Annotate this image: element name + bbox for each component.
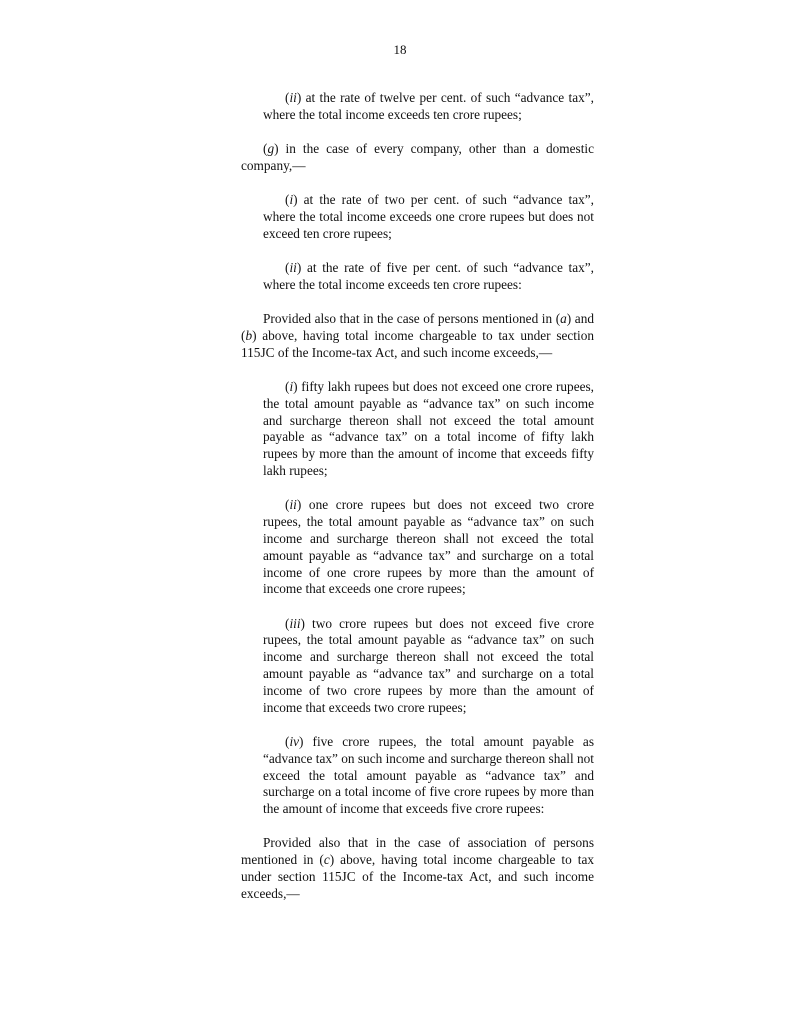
clause-text: one crore rupees but does not exceed two crore rupees, the total amount payable as “advance tax” on such income and surcharge thereon shall not exceed the total amount payable as “advance tax” and surcharge on a total income of one crore rupees by more than the amount of income that exceeds one crore rupees; — [263, 497, 594, 597]
proviso-text: Provided also that in the case of persons mentioned in ( — [263, 311, 561, 327]
clause-paragraph: (i) fifty lakh rupees but does not exceed one crore rupees, the total amount payable as “advance tax” on such income and surcharge thereon shall not exceed the total amount payable as “advance tax” on a total income of fifty lakh rupees by more than the amount of income that exceeds fifty lakh rupees; — [263, 379, 594, 479]
clause-paragraph: (iv) five crore rupees, the total amount payable as “advance tax” on such income and surcharge thereon shall not exceed the total amount payable as “advance tax” and surcharge on a total income of five crore rupees by more than the amount of income that exceeds five crore rupees: — [263, 733, 594, 817]
clause-label: ii — [289, 90, 297, 105]
clause-paragraph: (g) in the case of every company, other than a domestic company,— — [241, 141, 594, 173]
clause-paragraph: (iii) two crore rupees but does not exceed five crore rupees, the total amount payable as “advance tax” on such income and surcharge thereon shall not exceed the total amount payable as “advance tax” and surcharge on a total income of two crore rupees by more than the amount of income that exceeds two crore rupees; — [263, 615, 594, 715]
clause-text: fifty lakh rupees but does not exceed one crore rupees, the total amount payable as “advance tax” on such income and surcharge thereon shall not exceed the total amount payable as “advance tax” on a total income of fifty lakh rupees by more than the amount of income that exceeds fifty lakh rupees; — [263, 379, 594, 479]
proviso-paragraph — [241, 835, 594, 902]
clause-text: two crore rupees but does not exceed five crore rupees, the total amount payable as “advance tax” on such income and surcharge thereon shall not exceed the total amount payable as “advance tax” and surcharge on a total income of two crore rupees by more than the amount of income that exceeds two crore rupees; — [263, 615, 594, 715]
clause-text: in the case of every company, other than a domestic company,— — [241, 141, 594, 173]
page-number: 18 — [393, 42, 407, 57]
proviso-paragraph — [241, 311, 594, 361]
clause-label: ii — [289, 260, 297, 276]
clause-text: five crore rupees, the total amount payable as “advance tax” on such income and surcharge thereon shall not exceed the total amount payable as “advance tax” and surcharge on a total income of five crore rupees by more than the amount of income that exceeds five crore rupees: — [263, 733, 594, 817]
clause-paragraph: (ii) at the rate of twelve per cent. of such “advance tax”, where the total income exceeds ten crore rupees; — [263, 90, 594, 122]
clause-label: iii — [289, 615, 301, 631]
clause-text: at the rate of twelve per cent. of such “advance tax”, where the total income exceeds ten crore rupees; — [263, 90, 594, 122]
clause-label: iv — [289, 733, 300, 749]
clause-ref: b — [245, 327, 253, 343]
clause-ref: a — [560, 311, 567, 327]
clause-label: g — [267, 141, 275, 157]
clause-text: at the rate of two per cent. of such “advance tax”, where the total income exceeds one crore rupees but does not exceed ten crore rupees; — [263, 192, 594, 241]
proviso-text: ) above, having total income chargeable to tax under section 115JC of the Income-tax Act, and such income exceeds,— — [241, 327, 594, 360]
clause-paragraph: (ii) one crore rupees but does not exceed two crore rupees, the total amount payable as “advance tax” on such income and surcharge thereon shall not exceed the total amount payable as “advance tax” and surcharge on a total income of one crore rupees by more than the amount of income that exceeds one crore rupees; — [263, 497, 594, 597]
clause-ref: c — [323, 852, 330, 868]
clause-label: ii — [289, 497, 297, 513]
proviso-text: Provided also that in the case of association of persons mentioned in ( — [241, 835, 594, 868]
clause-paragraph: (i) at the rate of two per cent. of such “advance tax”, where the total income exceeds one crore rupees but does not exceed ten crore rupees; — [263, 192, 594, 241]
clause-label: i — [289, 379, 294, 395]
clause-paragraph: (ii) at the rate of five per cent. of such “advance tax”, where the total income exceeds ten crore rupees: — [263, 260, 594, 292]
document-body — [241, 90, 594, 903]
clause-text: at the rate of five per cent. of such “advance tax”, where the total income exceeds ten crore rupees: — [263, 260, 594, 292]
proviso-text: ) above, having total income chargeable to tax under section 115JC of the Income-tax Act, and such income exceeds,— — [241, 852, 594, 901]
clause-label: i — [289, 192, 294, 208]
proviso-text: ) and ( — [241, 311, 594, 343]
